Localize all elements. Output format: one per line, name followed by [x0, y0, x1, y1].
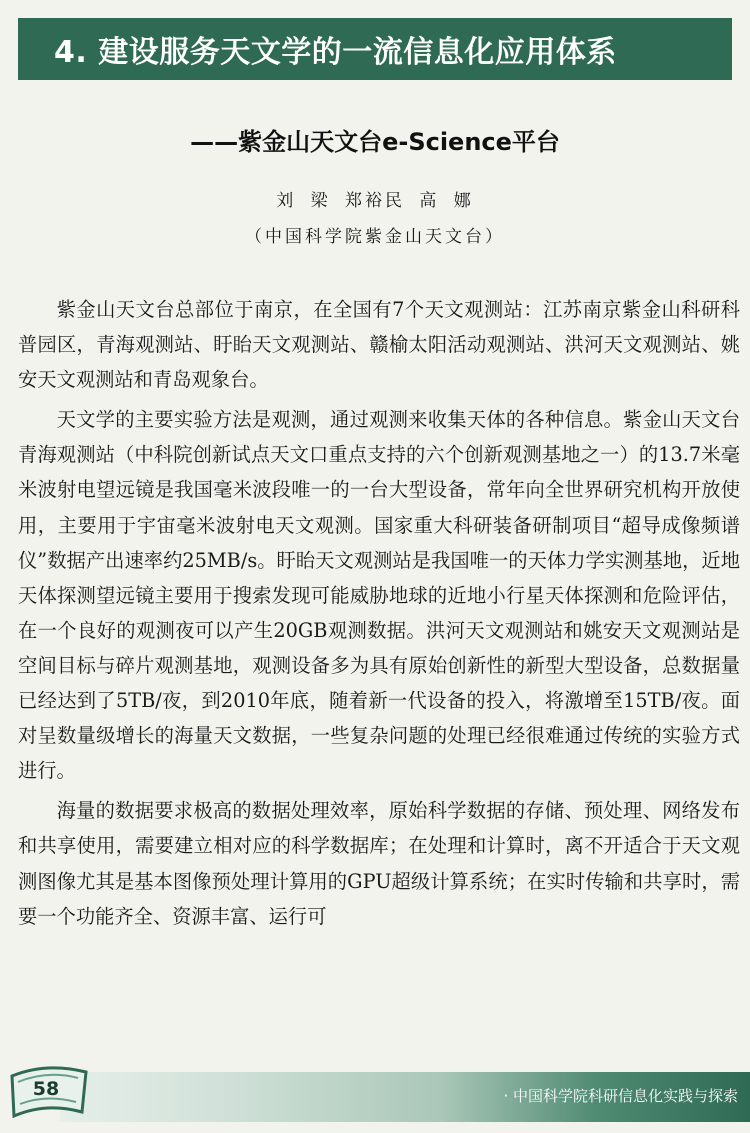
- paragraph: 海量的数据要求极高的数据处理效率，原始科学数据的存储、预处理、网络发布和共享使用，需要建立相对应的科学数据库；在处理和计算时，离不开适合于天文观测图像尤其是基本图像预处理计算用的GPU超级计算系统；在实时传输和共享时，需要一个功能齐全、资源丰富、运行可: [18, 799, 740, 928]
- footer-book-title: · 中国科学院科研信息化实践与探索: [503, 1087, 738, 1105]
- paragraph: 天文学的主要实验方法是观测，通过观测来收集天体的各种信息。紫金山天文台青海观测站（中科院创新试点天文口重点支持的六个创新观测基地之一）的13.7米毫米波射电望远镜是我国毫米波段唯一的一台大型设备，常年向全世界研究机构开放使用，主要用于宇宙毫米波射电天文观测。国家重大科研装备研制项目“超导成像频谱仪”数据产出速率约25MB/s。盱眙天文观测站是我国唯一的天体力学实测基地，近地天体探测望远镜主要用于搜索发现可能威胁地球的近地小行星天体探测和危险评估，在一个良好的观测夜可以产生20GB观测数据。洪河天文观测站和姚安天文观测站是空间目标与碎片观测基地，观测设备多为具有原始创新性的新型大型设备，总数据量已经达到了5TB/夜，到2010年底，随着新一代设备的投入，将激增至15TB/夜。面对呈数量级增长的海量天文数据，一些复杂问题的处理已经很难通过传统的实验方式进行。: [18, 408, 740, 783]
- section-title-bar: [18, 18, 732, 80]
- article-body: [18, 292, 740, 934]
- article-affiliation: （中国科学院紫金山天文台）: [245, 227, 505, 247]
- page-number: 58: [32, 1078, 60, 1100]
- section-title: 4. 建设服务天文学的一流信息化应用体系: [54, 35, 617, 70]
- article-authors: 刘 梁 郑裕民 高 娜: [276, 191, 474, 211]
- paragraph: 紫金山天文台总部位于南京，在全国有7个天文观测站：江苏南京紫金山科研科普园区，青海观测站、盱眙天文观测站、赣榆太阳活动观测站、洪河天文观测站、姚安天文观测站和青岛观象台。: [18, 298, 740, 392]
- article-subtitle: ——紫金山天文台e-Science平台: [190, 128, 560, 156]
